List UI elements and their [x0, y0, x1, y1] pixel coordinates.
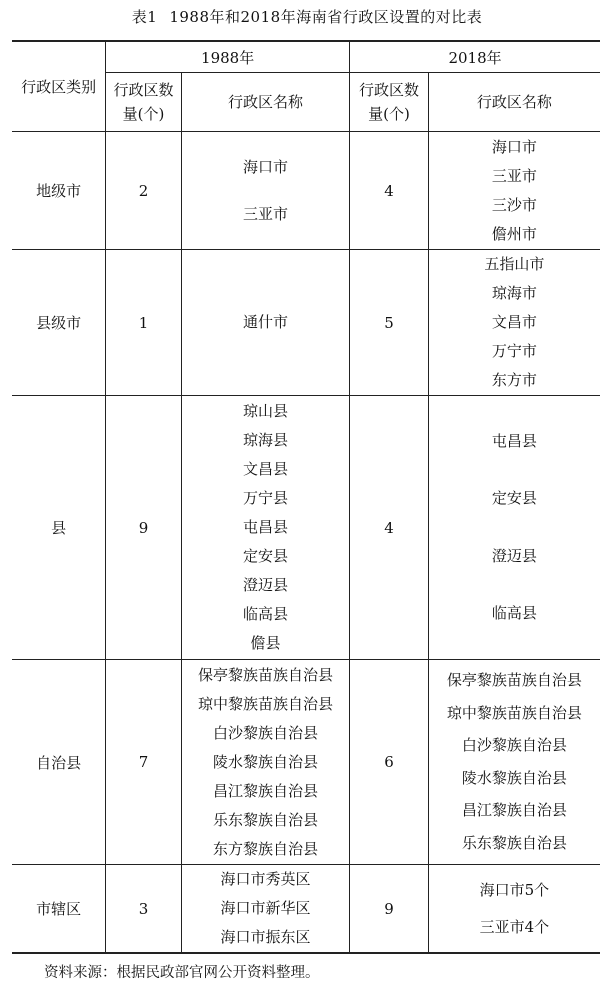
names-2018-cell	[428, 250, 600, 396]
table-caption	[0, 6, 614, 27]
list-item: 陵水黎族自治县	[461, 768, 567, 787]
table-row	[12, 396, 600, 660]
list-item: 琼中黎族苗族自治县	[198, 694, 334, 713]
list-item: 屯昌县	[491, 431, 537, 450]
list-item: 海口市	[491, 137, 537, 156]
names-1988-cell	[181, 865, 349, 954]
count-2018-cell: 6	[350, 660, 429, 865]
header-names-2018: 行政区名称	[428, 73, 600, 132]
list-item: 琼海县	[243, 431, 289, 449]
count-2018-cell: 9	[350, 865, 429, 954]
list-item: 陵水黎族自治县	[213, 752, 319, 771]
count-2018-cell: 5	[350, 250, 429, 396]
list-item: 海口市5个	[479, 880, 550, 899]
category-cell: 市辖区	[12, 865, 106, 954]
list-item: 琼海市	[491, 284, 537, 302]
count-1988-cell: 7	[106, 660, 182, 865]
list-item: 昌江黎族自治县	[461, 801, 567, 820]
names-2018-cell	[428, 865, 600, 954]
list-item: 定安县	[491, 489, 537, 508]
table-body	[12, 132, 600, 954]
category-cell: 县级市	[12, 250, 106, 396]
list-item: 保亭黎族苗族自治县	[198, 665, 334, 684]
source-note: 资料来源：根据民政部官网公开资料整理。	[44, 965, 320, 981]
names-1988-cell	[181, 132, 349, 250]
table-row	[12, 660, 600, 865]
list-item: 屯昌县	[243, 518, 289, 536]
table-row	[12, 865, 600, 954]
list-item: 通什市	[243, 313, 289, 331]
list-item: 儋县	[250, 634, 281, 652]
header-year-2018: 2018年	[350, 41, 600, 73]
names-1988-cell	[181, 660, 349, 865]
list-item: 文昌市	[491, 313, 537, 331]
table-number: 表1	[131, 8, 158, 26]
list-item: 乐东黎族自治县	[213, 810, 319, 829]
names-1988-cell	[181, 396, 349, 660]
list-item: 定安县	[243, 547, 289, 565]
count-1988-cell: 2	[106, 132, 182, 250]
table-row	[12, 250, 600, 396]
list-item: 三沙市	[491, 195, 537, 214]
list-item: 文昌县	[243, 460, 289, 478]
list-item: 海口市秀英区	[220, 870, 311, 888]
list-item: 五指山市	[484, 255, 545, 273]
list-item: 白沙黎族自治县	[461, 736, 567, 755]
list-item: 海口市新华区	[220, 899, 311, 917]
table-row	[12, 132, 600, 250]
names-2018-cell	[428, 132, 600, 250]
header-names-1988: 行政区名称	[181, 73, 349, 132]
list-item: 三亚市	[243, 204, 289, 223]
list-item: 澄迈县	[491, 546, 537, 565]
header-year-1988: 1988年	[106, 41, 350, 73]
list-item: 三亚市4个	[479, 917, 550, 936]
list-item: 临高县	[491, 604, 537, 623]
table-title: 1988年和2018年海南省行政区设置的对比表	[169, 8, 483, 26]
list-item: 万宁县	[243, 489, 289, 507]
list-item: 白沙黎族自治县	[213, 723, 319, 742]
comparison-table	[12, 40, 600, 954]
list-item: 海口市	[243, 157, 289, 176]
names-2018-cell	[428, 396, 600, 660]
list-item: 东方黎族自治县	[213, 839, 319, 858]
list-item: 儋州市	[491, 224, 537, 243]
category-cell: 县	[12, 396, 106, 660]
list-item: 海口市振东区	[220, 928, 311, 946]
list-item: 临高县	[243, 605, 289, 623]
category-cell: 自治县	[12, 660, 106, 865]
names-2018-cell	[428, 660, 600, 865]
header-count-2018: 行政区数量(个)	[350, 73, 429, 132]
header-count-1988: 行政区数量(个)	[106, 73, 182, 132]
list-item: 保亭黎族苗族自治县	[446, 671, 582, 690]
list-item: 琼山县	[243, 402, 289, 420]
count-1988-cell: 1	[106, 250, 182, 396]
count-1988-cell: 3	[106, 865, 182, 954]
header-category: 行政区类别	[12, 41, 106, 132]
count-1988-cell: 9	[106, 396, 182, 660]
count-2018-cell: 4	[350, 396, 429, 660]
names-1988-cell	[181, 250, 349, 396]
count-2018-cell: 4	[350, 132, 429, 250]
list-item: 三亚市	[491, 166, 537, 185]
list-item: 昌江黎族自治县	[213, 781, 319, 800]
list-item: 澄迈县	[243, 576, 289, 594]
list-item: 琼中黎族苗族自治县	[446, 703, 582, 722]
list-item: 乐东黎族自治县	[461, 833, 567, 852]
category-cell: 地级市	[12, 132, 106, 250]
list-item: 东方市	[491, 371, 537, 389]
list-item: 万宁市	[491, 342, 537, 360]
